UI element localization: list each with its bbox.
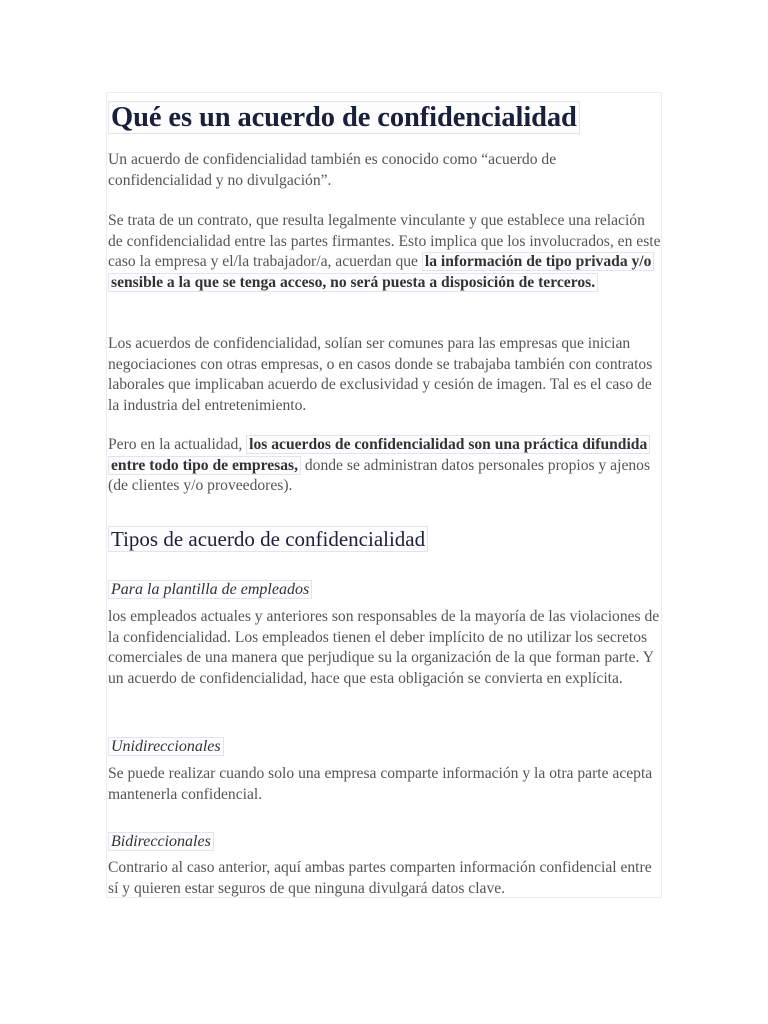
intro-paragraph: Un acuerdo de confidencialidad también es conocido como “acuerdo de confidencialidad y no divulgación”. (108, 151, 557, 189)
contract-paragraph: Se trata de un contrato, que resulta legalmente vinculante y que establece una relación de confidencialidad entre las partes firmantes. Esto implica que los involucrados, en este caso la empresa y el/la trabajador/a, acuerdan que la información de tipo privada y/o sensible a la que se tenga acceso, no será puesta a disposición de terceros. (108, 212, 661, 291)
current-practice-paragraph: Pero en la actualidad, los acuerdos de confidencialidad son una práctica difundida entre todo tipo de empresas, donde se administran datos personales propios y ajenos (de clientes y/o proveedores). (108, 436, 651, 494)
type-heading-unidirectional: Unidireccionales (108, 736, 224, 757)
type-text-bidirectional: Contrario al caso anterior, aquí ambas partes comparten información confidencial entre sí y quieren estar seguros de que ninguna divulgará datos clave. (108, 859, 652, 897)
history-paragraph: Los acuerdos de confidencialidad, solían ser comunes para las empresas que inician negociaciones con otras empresas, o en casos donde se trabajaba también con contratos laborales que implicaban acuerdo de exclusividad y cesión de imagen. Tal es el caso de la industria del entretenimiento. (108, 335, 653, 414)
document-title: Qué es un acuerdo de confidencialidad (108, 98, 580, 138)
document-page (106, 92, 662, 898)
type-text-unidirectional: Se puede realizar cuando solo una empresa comparte información y la otra parte acepta mantenerla confidencial. (108, 765, 653, 803)
section-title: Tipos de acuerdo de confidencialidad (108, 524, 428, 554)
contract-highlight: la información de tipo privada y/o sensible a la que se tenga acceso, no será puesta a disposición de terceros. (108, 252, 654, 292)
type-heading-bidirectional: Bidireccionales (108, 831, 214, 852)
type-heading-employees: Para la plantilla de empleados (108, 579, 312, 600)
practice-highlight: los acuerdos de confidencialidad son una práctica difundida entre todo tipo de empresas, (108, 435, 650, 475)
type-text-employees: los empleados actuales y anteriores son responsables de la mayoría de las violaciones de la confidencialidad. Los empleados tienen el deber implícito de no utilizar los secretos comerciales de una manera que perjudique su la organización de la que forman parte. Y un acuerdo de confidencialidad, hace que esta obligación se convierta en explícita. (108, 608, 660, 687)
